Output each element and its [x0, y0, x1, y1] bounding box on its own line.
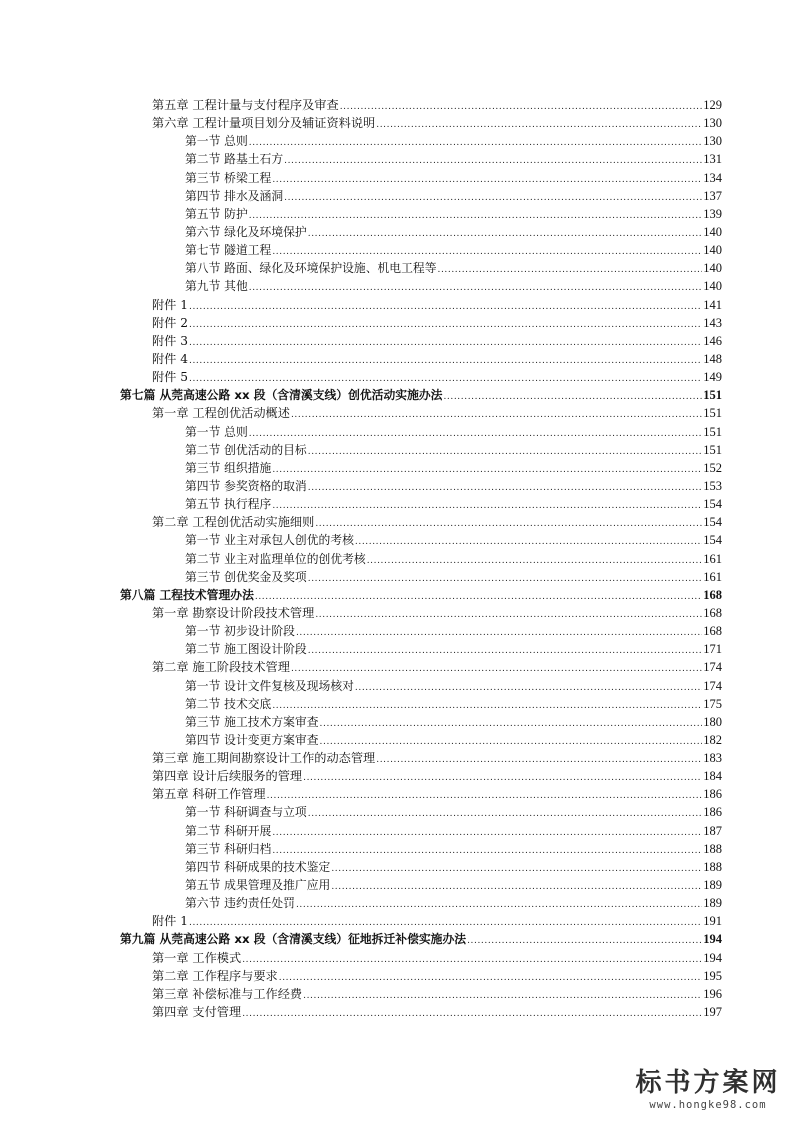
toc-entry-title: 第七节 隧道工程	[185, 243, 272, 258]
toc-entry	[0, 332, 793, 350]
toc-entry	[0, 350, 793, 368]
toc-entry-page-number: 139	[703, 206, 722, 221]
toc-entry-title: 第三节 桥梁工程	[185, 170, 272, 185]
toc-entry-page-number: 182	[703, 732, 722, 747]
toc-entry-title: 第一节 科研调查与立项	[185, 805, 307, 820]
toc-entry	[0, 876, 793, 894]
toc-entry-title: 第二章 工作程序与要求	[152, 968, 278, 983]
toc-entry	[0, 114, 793, 132]
toc-entry-title: 附件 5	[152, 370, 189, 385]
toc-entry	[0, 568, 793, 586]
toc-entry-title: 第四章 支付管理	[152, 1005, 242, 1020]
toc-entry-title: 第一节 初步设计阶段	[185, 624, 295, 639]
toc-entry-title: 第四章 设计后续服务的管理	[152, 769, 303, 784]
toc-entry	[0, 459, 793, 477]
toc-entry	[0, 713, 793, 731]
toc-entry-page-number: 134	[703, 170, 722, 185]
toc-entry-page-number: 186	[703, 805, 722, 820]
toc-entry-page-number: 191	[703, 914, 722, 929]
toc-entry-title: 第四节 参奖资格的取消	[185, 478, 307, 493]
toc-entry-title: 第一节 业主对承包人创优的考核	[185, 533, 354, 548]
toc-entry-page-number: 196	[703, 986, 722, 1001]
toc-entry	[0, 586, 793, 604]
toc-entry-title: 第九节 其他	[185, 279, 248, 294]
table-of-contents	[0, 96, 793, 1021]
toc-entry-title: 第六章 工程计量项目划分及辅证资料说明	[152, 116, 376, 131]
toc-entry-page-number: 140	[703, 279, 722, 294]
toc-entry-page-number: 168	[703, 587, 722, 602]
toc-entry	[0, 368, 793, 386]
toc-entry	[0, 314, 793, 332]
toc-entry	[0, 677, 793, 695]
toc-entry	[0, 967, 793, 985]
toc-entry-page-number: 194	[703, 950, 722, 965]
toc-entry	[0, 477, 793, 495]
toc-entry-title: 第七篇 从莞高速公路 xx 段（含清溪支线）创优活动实施办法	[120, 388, 443, 403]
toc-entry-page-number: 187	[703, 823, 722, 838]
toc-entry	[0, 404, 793, 422]
toc-entry-title: 第二节 业主对监理单位的创优考核	[185, 551, 366, 566]
toc-entry-title: 附件 3	[152, 333, 189, 348]
toc-entry-title: 第三节 施工技术方案审查	[185, 714, 319, 729]
toc-entry	[0, 150, 793, 168]
toc-entry-page-number: 186	[703, 787, 722, 802]
toc-entry-title: 附件 2	[152, 315, 189, 330]
toc-entry	[0, 695, 793, 713]
toc-entry-title: 第八篇 工程技术管理办法	[120, 587, 254, 602]
toc-entry-page-number: 140	[703, 243, 722, 258]
toc-entry-title: 第六节 违约责任处罚	[185, 896, 295, 911]
toc-entry	[0, 622, 793, 640]
toc-entry-page-number: 154	[703, 515, 722, 530]
toc-entry-title: 附件 1	[152, 914, 189, 929]
toc-entry-page-number: 146	[703, 333, 722, 348]
toc-entry	[0, 1003, 793, 1021]
toc-entry-page-number: 197	[703, 1005, 722, 1020]
toc-entry-page-number: 152	[703, 460, 722, 475]
toc-entry	[0, 550, 793, 568]
toc-entry	[0, 187, 793, 205]
toc-entry	[0, 894, 793, 912]
toc-entry-page-number: 168	[703, 624, 722, 639]
toc-entry-title: 第五节 防护	[185, 206, 248, 221]
toc-entry-title: 第二节 创优活动的目标	[185, 442, 307, 457]
toc-entry-page-number: 153	[703, 478, 722, 493]
toc-entry-title: 第一节 设计文件复核及现场核对	[185, 678, 354, 693]
toc-entry-page-number: 174	[703, 678, 722, 693]
watermark-title: 标书方案网	[635, 1068, 781, 1098]
toc-entry	[0, 386, 793, 404]
toc-entry-page-number: 180	[703, 714, 722, 729]
toc-entry-page-number: 151	[703, 388, 722, 403]
toc-entry	[0, 912, 793, 930]
toc-entry-title: 第六节 绿化及环境保护	[185, 224, 307, 239]
toc-entry-page-number: 175	[703, 696, 722, 711]
toc-entry-page-number: 174	[703, 660, 722, 675]
toc-entry-page-number: 137	[703, 188, 722, 203]
toc-entry	[0, 858, 793, 876]
toc-entry-title: 第五章 科研工作管理	[152, 787, 266, 802]
toc-entry-title: 附件 1	[152, 297, 189, 312]
toc-entry-title: 第三章 补偿标准与工作经费	[152, 986, 303, 1001]
toc-entry	[0, 840, 793, 858]
toc-entry-page-number: 141	[703, 297, 722, 312]
toc-entry-page-number: 161	[703, 551, 722, 566]
toc-entry-page-number: 143	[703, 315, 722, 330]
toc-entry	[0, 930, 793, 948]
toc-entry	[0, 277, 793, 295]
toc-entry	[0, 169, 793, 187]
toc-entry	[0, 785, 793, 803]
toc-entry-page-number: 154	[703, 533, 722, 548]
toc-entry	[0, 513, 793, 531]
toc-entry-page-number: 140	[703, 261, 722, 276]
toc-entry-title: 第一节 总则	[185, 424, 248, 439]
toc-entry-title: 第四节 科研成果的技术鉴定	[185, 859, 331, 874]
toc-entry-page-number: 140	[703, 224, 722, 239]
toc-entry-title: 第三节 创优奖金及奖项	[185, 569, 307, 584]
toc-entry-title: 第二节 科研开展	[185, 823, 272, 838]
toc-entry	[0, 604, 793, 622]
toc-entry-title: 第一章 勘察设计阶段技术管理	[152, 605, 315, 620]
toc-entry-page-number: 151	[703, 406, 722, 421]
toc-entry-title: 第三章 施工期间勘察设计工作的动态管理	[152, 751, 376, 766]
toc-entry-title: 第一章 工作模式	[152, 950, 242, 965]
toc-entry-title: 第一章 工程创优活动概述	[152, 406, 290, 421]
toc-entry-page-number: 183	[703, 751, 722, 766]
toc-entry-page-number: 188	[703, 841, 722, 856]
toc-entry-title: 第二章 工程创优活动实施细则	[152, 515, 315, 530]
toc-entry	[0, 423, 793, 441]
toc-entry-page-number: 184	[703, 769, 722, 784]
toc-entry-title: 第五节 成果管理及推广应用	[185, 878, 331, 893]
toc-entry-title: 第二节 施工图设计阶段	[185, 642, 307, 657]
toc-entry	[0, 441, 793, 459]
toc-entry	[0, 296, 793, 314]
toc-entry	[0, 259, 793, 277]
toc-entry-page-number: 168	[703, 605, 722, 620]
toc-entry-title: 第五章 工程计量与支付程序及审查	[152, 98, 339, 112]
toc-entry	[0, 132, 793, 150]
toc-entry	[0, 985, 793, 1003]
toc-entry	[0, 223, 793, 241]
toc-entry	[0, 822, 793, 840]
toc-entry-page-number: 148	[703, 351, 722, 366]
toc-entry-page-number: 130	[703, 134, 722, 149]
toc-entry-title: 第二章 施工阶段技术管理	[152, 660, 290, 675]
toc-entry-title: 第二节 路基土石方	[185, 152, 284, 167]
toc-entry-title: 第二节 技术交底	[185, 696, 272, 711]
toc-entry-title: 第九篇 从莞高速公路 xx 段（含清溪支线）征地拆迁补偿实施办法	[120, 932, 467, 947]
toc-entry	[0, 949, 793, 967]
toc-entry-title: 第八节 路面、绿化及环境保护设施、机电工程等	[185, 261, 437, 276]
toc-entry	[0, 531, 793, 549]
watermark-url: www.hongke98.com	[649, 1099, 767, 1111]
toc-entry	[0, 803, 793, 821]
toc-entry	[0, 96, 793, 114]
toc-entry	[0, 241, 793, 259]
toc-entry	[0, 205, 793, 223]
toc-entry-page-number: 131	[703, 152, 722, 167]
toc-entry-page-number: 129	[703, 98, 722, 112]
toc-entry-page-number: 188	[703, 859, 722, 874]
toc-entry-page-number: 151	[703, 442, 722, 457]
toc-entry-title: 第三节 组织措施	[185, 460, 272, 475]
toc-entry	[0, 749, 793, 767]
toc-entry-title: 第四节 设计变更方案审查	[185, 732, 319, 747]
site-watermark	[633, 1068, 783, 1112]
toc-entry-page-number: 154	[703, 497, 722, 512]
toc-entry-page-number: 189	[703, 878, 722, 893]
dot-leader	[242, 1005, 702, 1023]
toc-entry-title: 第三节 科研归档	[185, 841, 272, 856]
toc-entry-title: 第四节 排水及涵洞	[185, 188, 284, 203]
toc-entry-page-number: 194	[703, 932, 722, 947]
toc-entry-title: 附件 4	[152, 351, 189, 366]
toc-entry-page-number: 151	[703, 424, 722, 439]
toc-entry-page-number: 130	[703, 116, 722, 131]
toc-entry	[0, 640, 793, 658]
toc-entry	[0, 658, 793, 676]
toc-entry-page-number: 149	[703, 370, 722, 385]
toc-entry	[0, 767, 793, 785]
toc-entry	[0, 731, 793, 749]
toc-entry-page-number: 195	[703, 968, 722, 983]
toc-entry-page-number: 189	[703, 896, 722, 911]
toc-entry-title: 第一节 总则	[185, 134, 248, 149]
toc-entry	[0, 495, 793, 513]
toc-entry-page-number: 171	[703, 642, 722, 657]
toc-entry-page-number: 161	[703, 569, 722, 584]
toc-entry-title: 第五节 执行程序	[185, 497, 272, 512]
